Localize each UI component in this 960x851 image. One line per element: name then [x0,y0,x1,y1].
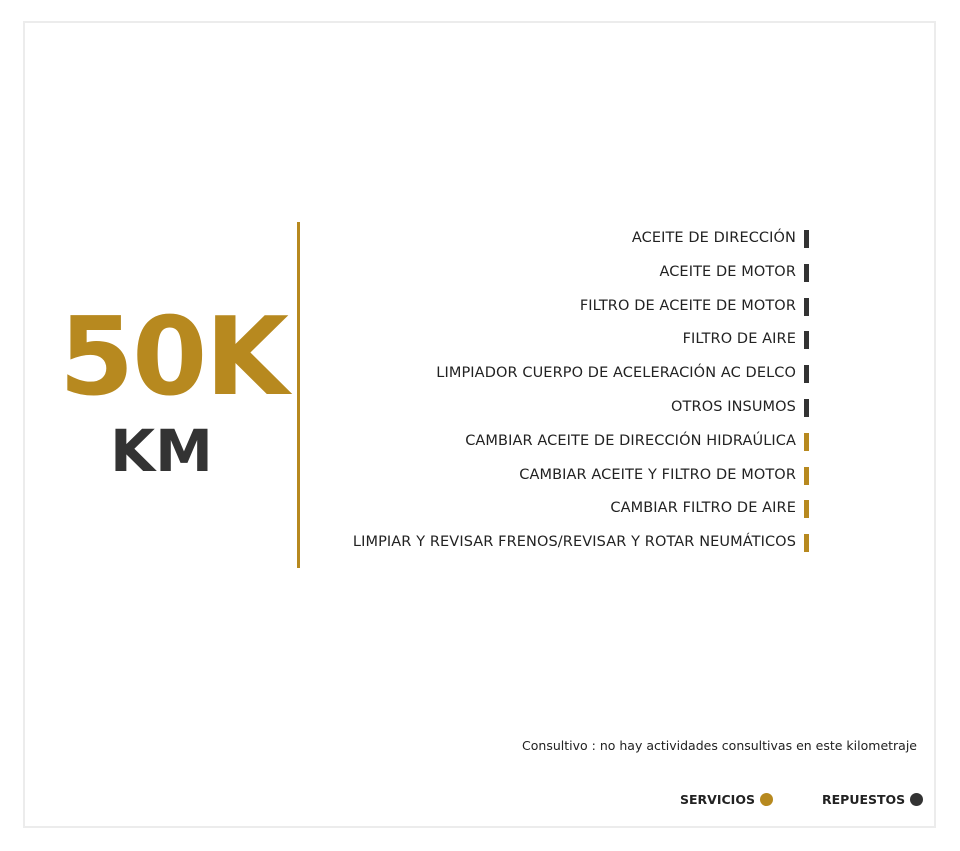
consult-note: Consultivo : no hay actividades consultivas en este kilometraje [522,738,917,753]
list-item [325,323,809,357]
item-type-marker [804,433,809,451]
item-label: CAMBIAR ACEITE DE DIRECCIÓN HIDRAÚLICA [465,432,796,449]
item-label: CAMBIAR FILTRO DE AIRE [610,500,796,517]
list-item [325,222,809,256]
item-label: CAMBIAR ACEITE Y FILTRO DE MOTOR [519,466,796,483]
parts-dot-icon [910,793,923,806]
legend-parts-label: REPUESTOS [822,792,906,807]
legend-parts [822,792,923,807]
item-label: OTROS INSUMOS [671,398,796,415]
item-type-marker [804,331,809,349]
list-item [325,391,809,425]
item-type-marker [804,534,809,552]
item-type-marker [804,264,809,282]
item-label: ACEITE DE DIRECCIÓN [631,230,796,246]
mileage-value: 50K [59,295,287,420]
legend-services [680,792,773,807]
list-item [325,459,809,493]
item-type-marker [804,500,809,518]
list-item [325,290,809,324]
list-item [325,526,809,560]
item-type-marker [804,230,809,248]
maintenance-card [23,21,936,828]
item-type-marker [804,365,809,383]
item-label: LIMPIAR Y REVISAR FRENOS/REVISAR Y ROTAR NEUMÁTICOS [352,534,796,551]
item-label: LIMPIADOR CUERPO DE ACELERACIÓN AC DELCO [436,365,796,382]
mileage-unit: KM [110,417,213,485]
list-item [325,256,809,290]
item-type-marker [804,298,809,316]
item-type-marker [804,399,809,417]
list-item [325,492,809,526]
maintenance-item-list [325,222,809,560]
list-item [325,357,809,391]
item-label: FILTRO DE AIRE [682,331,796,348]
item-label: FILTRO DE ACEITE DE MOTOR [579,297,796,314]
legend-services-label: SERVICIOS [680,792,755,807]
item-type-marker [804,467,809,485]
vertical-divider [297,222,300,568]
services-dot-icon [760,793,773,806]
list-item [325,425,809,459]
item-label: ACEITE DE MOTOR [659,263,796,280]
